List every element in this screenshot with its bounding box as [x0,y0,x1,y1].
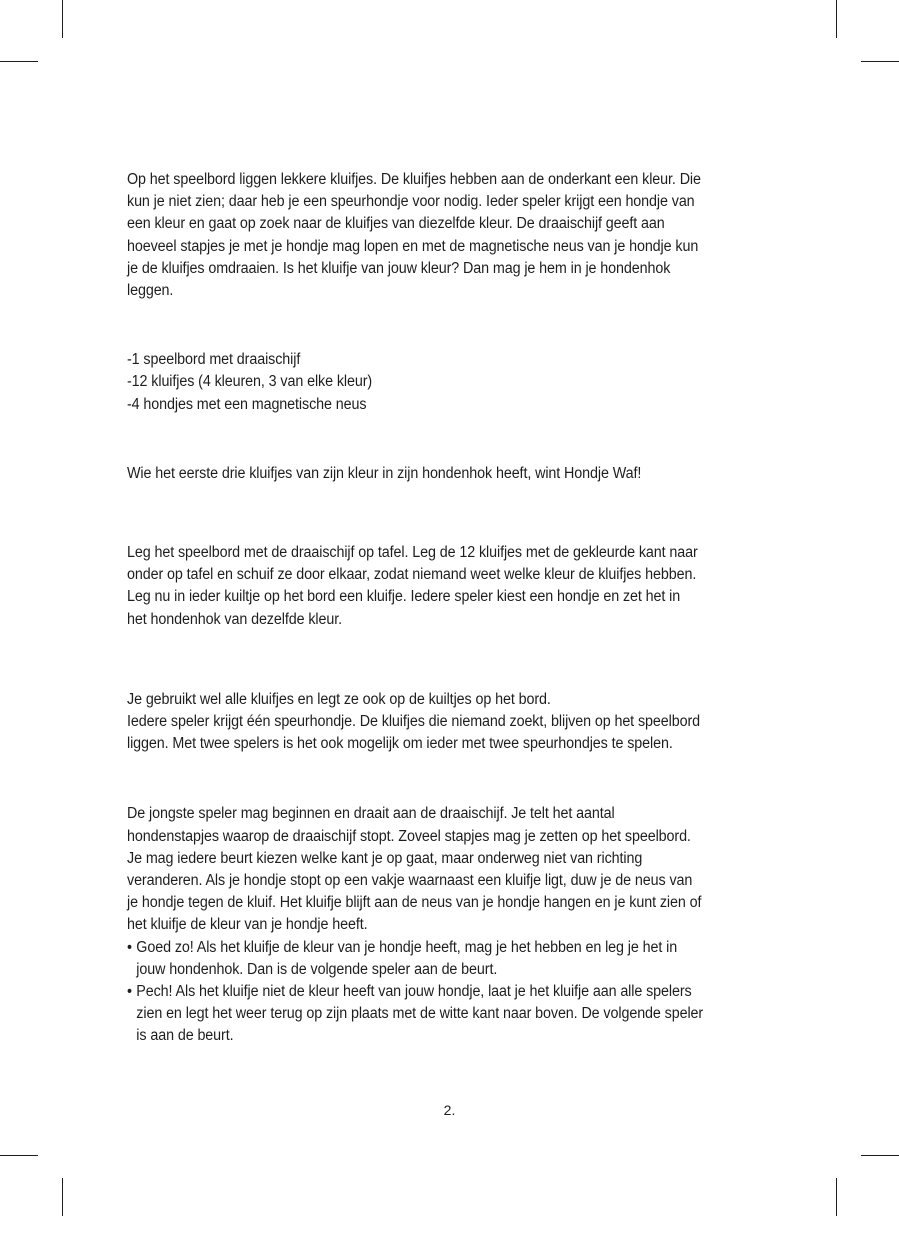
crop-mark-top-right-horizontal [861,61,899,62]
contents-item: -12 kluifjes (4 kleuren, 3 van elke kleur) [127,373,373,391]
page-content [127,169,704,1048]
play-bullet-list [127,937,704,1048]
intro-paragraph: Op het speelbord liggen lekkere kluifjes. De kluifjes hebben aan de onderkant een kleur. Die kun je niet zien; daar heb je een speurhondje voor nodig. Ieder speler krijgt een hondje van een kleur en gaat op zoek naar de kluifjes van diezelfde kleur. De draaischijf geeft aan hoeveel stapjes je met je hondje mag lopen en met de magnetische neus van je hondje kun je de kluifjes omdraaien. Is het kluifje van jouw kleur? Dan mag je hem in je hondenhok leggen. [127,171,701,300]
crop-mark-top-left-horizontal [0,61,38,62]
crop-mark-bottom-left-vertical [62,1178,63,1216]
contents-item: -4 hondjes met een magnetische neus [127,395,367,413]
crop-mark-bottom-left-horizontal [0,1155,38,1156]
play-paragraph: De jongste speler mag beginnen en draait aan de draaischijf. Je telt het aantal hondenstapjes waarop de draaischijf stopt. Zoveel stapjes mag je zetten op het speelbord. Je mag iedere beurt kiezen welke kant je op gaat, maar onderweg niet van richting veranderen. Als je hondje stopt op een vakje waarnaast een kluifje ligt, duw je de neus van je hondje tegen de kluif. Het kluifje blijft aan de neus van je hondje hangen en je kunt zien of het kluifje de kleur van je hondje heeft. [127,805,702,934]
crop-mark-bottom-right-horizontal [861,1155,899,1156]
setup-paragraph: Leg het speelbord met de draaischijf op tafel. Leg de 12 kluifjes met de gekleurde kant naar onder op tafel en schuif ze door elkaar, zodat niemand weet welke kleur de kluifjes hebben. Leg nu in ieder kuiltje op het bord een kluifje. Iedere speler kiest een hondje en zet het in het hondenhok van dezelfde kleur. [127,544,698,628]
bullet-item-bad: • Pech! Als het kluifje niet de kleur heeft van jouw hondje, laat je het kluifje aan alle spelers zien en legt het weer terug op zijn plaats met de witte kant naar boven. De volgende speler is aan de beurt. [127,981,704,1048]
page-number: 2. [443,1102,456,1118]
contents-item: -1 speelbord met draaischijf [127,351,301,369]
bullet-item-good: • Goed zo! Als het kluifje de kleur van je hondje heeft, mag je het hebben en leg je het in jouw hondenhok. Dan is de volgende speler aan de beurt. [127,937,704,981]
crop-mark-top-left-vertical [62,0,63,38]
few-players-line: Je gebruikt wel alle kluifjes en legt ze ook op de kuiltjes op het bord. [127,690,551,708]
goal-paragraph: Wie het eerste drie kluifjes van zijn kleur in zijn hondenhok heeft, wint Hondje Waf! [127,464,642,482]
crop-mark-bottom-right-vertical [836,1178,837,1216]
few-players-paragraph: Iedere speler krijgt één speurhondje. De kluifjes die niemand zoekt, blijven op het speelbord liggen. Met twee spelers is het ook mogelijk om ieder met twee speurhondjes te spelen. [127,713,700,753]
crop-mark-top-right-vertical [836,0,837,38]
